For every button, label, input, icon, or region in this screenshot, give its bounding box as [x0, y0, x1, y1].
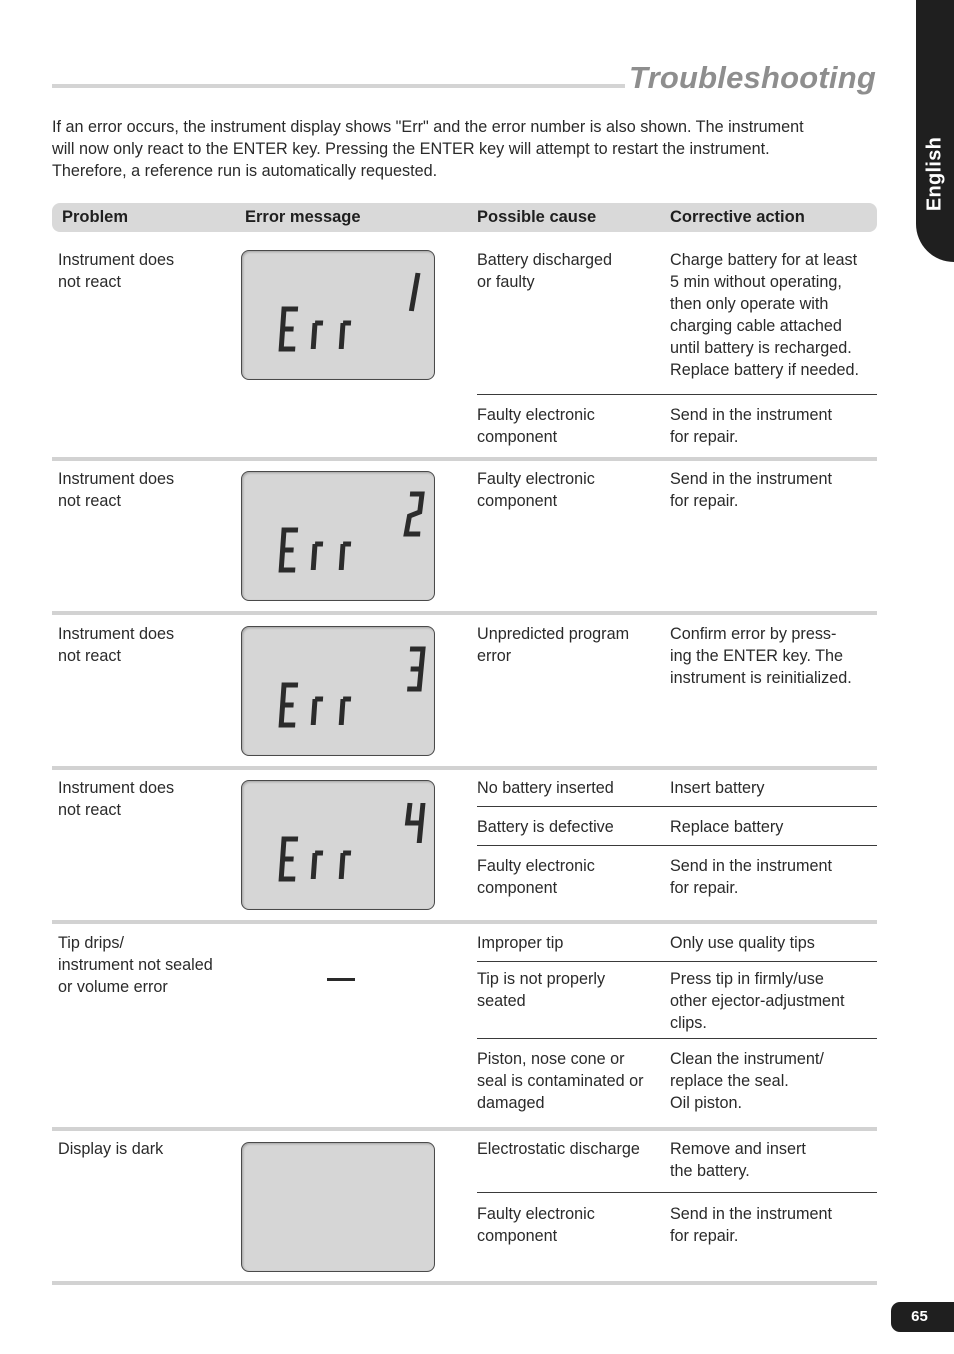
lcd-display	[241, 471, 435, 601]
lcd-glyphs	[242, 251, 433, 378]
action-cell	[670, 1138, 806, 1182]
action-cell	[670, 404, 832, 448]
action-line: replace the seal.	[670, 1072, 789, 1090]
cause-line: Faulty electronic	[477, 1205, 595, 1223]
action-cell: Replace battery	[670, 818, 784, 836]
action-line: Send in the instrument	[670, 1205, 832, 1223]
action-line: Send in the instrument	[670, 857, 832, 875]
lcd-err-glyph	[281, 685, 298, 725]
problem-cell: Display is dark	[58, 1140, 164, 1158]
problem-line: Instrument does	[58, 470, 175, 488]
lcd-error-number	[406, 494, 423, 534]
cause-line: component	[477, 879, 558, 897]
problem-cell	[58, 777, 174, 821]
lcd-err-glyph	[281, 309, 298, 349]
row-separator	[52, 1127, 877, 1131]
cause-cell	[477, 1203, 595, 1247]
problem-line: not react	[58, 273, 121, 291]
cause-line: or faulty	[477, 273, 535, 291]
lcd-glyphs	[242, 627, 433, 754]
cause-cell	[477, 623, 629, 667]
row-separator	[52, 766, 877, 770]
lcd-err-glyph	[313, 853, 323, 879]
lcd-err-glyph	[341, 323, 351, 349]
lcd-err-glyph	[281, 839, 298, 879]
action-line: charging cable attached	[670, 317, 842, 335]
language-tab	[916, 0, 954, 262]
intro-line: If an error occurs, the instrument display shows "Err" and the error number is also shown. The instrument	[52, 118, 804, 136]
row-separator	[52, 920, 877, 924]
action-line: for repair.	[670, 492, 739, 510]
problem-line: or volume error	[58, 978, 168, 996]
problem-line: not react	[58, 492, 121, 510]
problem-line: Tip drips/	[58, 934, 124, 952]
row-separator	[52, 457, 877, 461]
lcd-err-glyph	[341, 699, 351, 725]
action-cell: Insert battery	[670, 779, 765, 797]
action-cell	[670, 968, 845, 1034]
cause-line: Battery discharged	[477, 251, 612, 269]
row-separator	[52, 1281, 877, 1285]
action-line: 5 min without operating,	[670, 273, 842, 291]
cause-divider	[477, 1038, 877, 1039]
action-cell	[670, 623, 852, 689]
cause-cell	[477, 1048, 643, 1114]
problem-line: Instrument does	[58, 625, 175, 643]
cause-divider	[477, 961, 877, 962]
action-line: Press tip in firmly/use	[670, 970, 824, 988]
action-line: then only operate with	[670, 295, 829, 313]
header-possible-cause: Possible cause	[477, 208, 597, 226]
cause-cell	[477, 855, 595, 899]
action-line: Charge battery for at least	[670, 251, 858, 269]
lcd-error-number	[411, 273, 418, 311]
lcd-err-glyph	[341, 544, 351, 570]
action-line: Send in the instrument	[670, 470, 832, 488]
language-tab-label: English	[923, 136, 946, 212]
cause-line: Piston, nose cone or	[477, 1050, 625, 1068]
lcd-err-glyph	[341, 853, 351, 879]
cause-line: Faulty electronic	[477, 470, 595, 488]
cause-line: Unpredicted program	[477, 625, 630, 643]
problem-cell	[58, 468, 174, 512]
lcd-display	[241, 780, 435, 910]
action-line: for repair.	[670, 428, 739, 446]
page-title: Troubleshooting	[629, 60, 876, 95]
cause-cell	[477, 404, 595, 448]
cause-cell: Battery is defective	[477, 818, 614, 836]
action-line: for repair.	[670, 879, 739, 897]
action-line: other ejector-adjustment	[670, 992, 845, 1010]
cause-line: error	[477, 647, 512, 665]
no-error-message-dash	[327, 978, 355, 981]
header-corrective-action: Corrective action	[670, 208, 805, 226]
cause-cell	[477, 968, 605, 1012]
lcd-err-glyph	[313, 699, 323, 725]
action-line: ing the ENTER key. The	[670, 647, 844, 665]
problem-cell	[58, 623, 174, 667]
action-cell	[670, 468, 832, 512]
header-problem: Problem	[62, 208, 129, 226]
problem-line: instrument not sealed	[58, 956, 213, 974]
action-line: Remove and insert	[670, 1140, 806, 1158]
cause-line: Faulty electronic	[477, 857, 595, 875]
problem-line: Instrument does	[58, 251, 175, 269]
action-cell	[670, 855, 832, 899]
action-cell	[670, 1203, 832, 1247]
cause-line: Faulty electronic	[477, 406, 595, 424]
lcd-err-glyph	[313, 323, 323, 349]
action-line: Oil piston.	[670, 1094, 742, 1112]
cause-line: seal is contaminated or	[477, 1072, 644, 1090]
problem-line: Instrument does	[58, 779, 175, 797]
row-separator	[52, 611, 877, 615]
action-line: clips.	[670, 1014, 707, 1032]
problem-line: not react	[58, 647, 121, 665]
page-number: 65	[891, 1302, 954, 1332]
lcd-err-glyph	[313, 544, 323, 570]
lcd-error-number	[406, 803, 423, 843]
action-line: instrument is reinitialized.	[670, 669, 852, 687]
problem-line: not react	[58, 801, 121, 819]
intro-paragraph	[52, 116, 882, 182]
action-line: the battery.	[670, 1162, 750, 1180]
cause-cell	[477, 249, 612, 293]
action-line: for repair.	[670, 1227, 739, 1245]
action-line: until battery is recharged.	[670, 339, 852, 357]
lcd-glyphs	[242, 472, 433, 599]
cause-cell: No battery inserted	[477, 779, 614, 797]
cause-divider	[477, 806, 877, 807]
lcd-error-number	[407, 649, 423, 689]
cause-line: seated	[477, 992, 526, 1010]
action-line: Clean the instrument/	[670, 1050, 824, 1068]
lcd-err-glyph	[281, 530, 298, 570]
lcd-display-dark	[241, 1142, 435, 1272]
cause-divider	[477, 394, 877, 395]
cause-divider	[477, 845, 877, 846]
title-rule	[52, 84, 625, 88]
lcd-glyphs	[242, 781, 433, 908]
problem-cell	[58, 249, 174, 293]
action-line: Send in the instrument	[670, 406, 832, 424]
cause-divider	[477, 1192, 877, 1193]
cause-line: damaged	[477, 1094, 545, 1112]
cause-line: component	[477, 428, 558, 446]
action-cell	[670, 1048, 824, 1114]
header-error-message: Error message	[245, 208, 361, 226]
lcd-display	[241, 626, 435, 756]
cause-line: component	[477, 1227, 558, 1245]
cause-line: component	[477, 492, 558, 510]
lcd-display	[241, 250, 435, 380]
cause-cell: Improper tip	[477, 934, 564, 952]
intro-line: Therefore, a reference run is automatically requested.	[52, 162, 438, 180]
action-cell	[670, 249, 859, 381]
action-line: Replace battery if needed.	[670, 361, 859, 379]
intro-line: will now only react to the ENTER key. Pressing the ENTER key will attempt to restart the instrument.	[52, 140, 770, 158]
cause-cell: Electrostatic discharge	[477, 1140, 640, 1158]
cause-line: Tip is not properly	[477, 970, 606, 988]
action-cell: Only use quality tips	[670, 934, 815, 952]
action-line: Confirm error by press-	[670, 625, 837, 643]
problem-cell	[58, 932, 213, 998]
cause-cell	[477, 468, 595, 512]
